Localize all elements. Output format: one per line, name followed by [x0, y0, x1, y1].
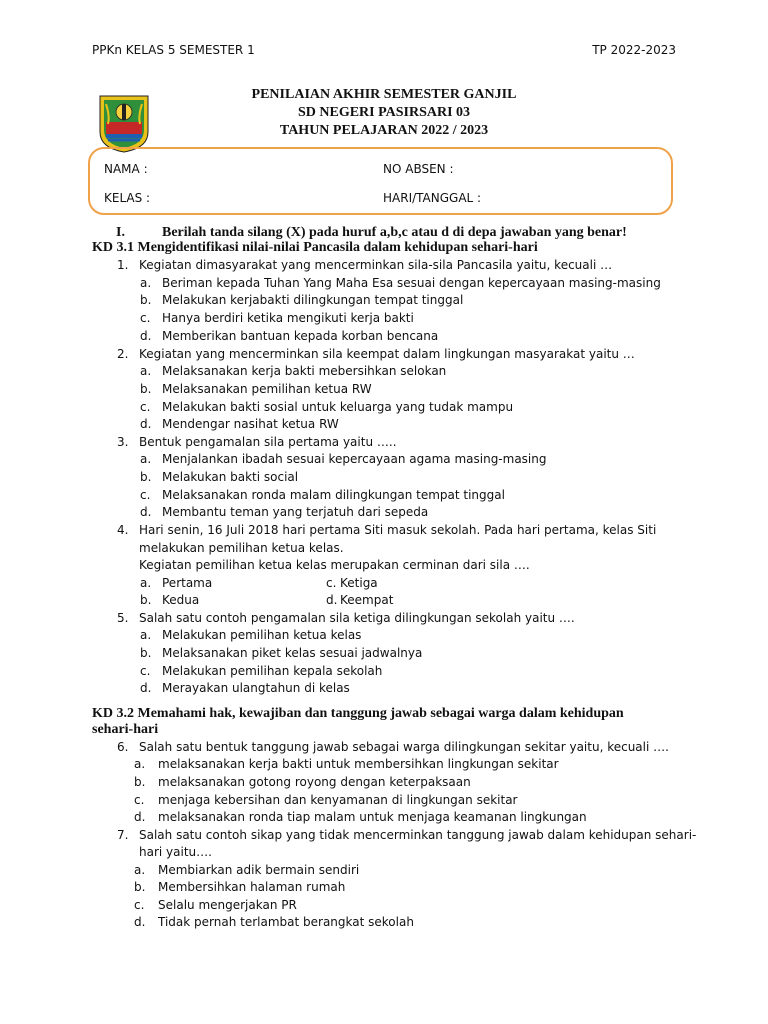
option-letter: d. — [140, 329, 152, 343]
school-emblem-logo — [96, 92, 152, 154]
question-text: Kegiatan yang mencerminkan sila keempat dalam lingkungan masyarakat yaitu … — [139, 347, 635, 361]
option-text: Tidak pernah terlambat berangkat sekolah — [158, 915, 414, 929]
option-letter: b. — [140, 382, 152, 396]
option-text: Mendengar nasihat ketua RW — [162, 417, 339, 431]
option-text: Pertama — [162, 576, 213, 590]
question-text: Bentuk pengamalan sila pertama yaitu ….. — [139, 435, 397, 449]
option-text: Melaksanakan kerja bakti mebersihkan selokan — [162, 364, 447, 378]
option-letter: a. — [134, 757, 146, 771]
option-letter: d. — [326, 593, 338, 607]
kd-3-1-heading: KD 3.1 Mengidentifikasi nilai-nilai Pancasila dalam kehidupan sehari-hari — [92, 240, 538, 255]
option-letter: c. — [140, 488, 151, 502]
option-letter: a. — [140, 276, 152, 290]
option-text: Keempat — [340, 593, 394, 607]
kd-3-2-heading: KD 3.2 Memahami hak, kewajiban dan tanggung jawab sebagai warga dalam kehidupan — [92, 706, 624, 721]
academic-year: TAHUN PELAJARAN 2022 / 2023 — [279, 123, 489, 138]
header-year: TP 2022-2023 — [592, 43, 676, 57]
kd-3-2-heading-cont: sehari-hari — [92, 722, 159, 737]
option-text: Melaksanakan piket kelas sesuai jadwalnya — [162, 646, 423, 660]
option-letter: b. — [140, 470, 152, 484]
option-text: melaksanakan gotong royong dengan keterpaksaan — [158, 775, 471, 789]
student-identity-box — [88, 147, 673, 215]
option-text: Melakukan kerjabakti dilingkungan tempat tinggal — [162, 293, 464, 307]
exam-title: PENILAIAN AKHIR SEMESTER GANJIL — [251, 87, 517, 102]
option-letter: b. — [134, 775, 146, 789]
option-text: Membiarkan adik bermain sendiri — [158, 863, 360, 877]
option-letter: d. — [134, 915, 146, 929]
option-text: Melakukan pemilihan kepala sekolah — [162, 664, 383, 678]
option-text: Membersihkan halaman rumah — [158, 880, 346, 894]
question-text: Salah satu bentuk tanggung jawab sebagai warga dilingkungan sekitar yaitu, kecuali …. — [139, 740, 669, 754]
option-text: Beriman kepada Tuhan Yang Maha Esa sesuai dengan kepercayaan masing-masing — [162, 276, 661, 290]
option-letter: d. — [140, 505, 152, 519]
option-letter: a. — [140, 364, 152, 378]
option-letter: a. — [140, 628, 152, 642]
question-text: Kegiatan pemilihan ketua kelas merupakan cerminan dari sila …. — [139, 558, 530, 572]
option-letter: b. — [140, 646, 152, 660]
question-number: 2. — [117, 347, 129, 361]
option-letter: d. — [140, 417, 152, 431]
school-name: SD NEGERI PASIRSARI 03 — [297, 105, 471, 120]
option-letter: c. — [326, 576, 337, 590]
option-text: Melakukan bakti social — [162, 470, 299, 484]
option-letter: d. — [140, 681, 152, 695]
option-text: Ketiga — [340, 576, 378, 590]
option-text: Hanya berdiri ketika mengikuti kerja bakti — [162, 311, 414, 325]
section-instruction: Berilah tanda silang (X) pada huruf a,b,c atau d di depa jawaban yang benar! — [162, 225, 627, 240]
question-text: Salah satu contoh pengamalan sila ketiga dilingkungan sekolah yaitu …. — [139, 611, 575, 625]
option-text: menjaga kebersihan dan kenyamanan di lingkungan sekitar — [158, 793, 518, 807]
option-letter: a. — [140, 452, 152, 466]
option-letter: b. — [134, 880, 146, 894]
question-number: 5. — [117, 611, 129, 625]
question-text: Hari senin, 16 Juli 2018 hari pertama Siti masuk sekolah. Pada hari pertama, kelas Siti — [139, 523, 657, 537]
option-text: Melakukan pemilihan ketua kelas — [162, 628, 362, 642]
option-letter: c. — [134, 793, 145, 807]
option-letter: c. — [134, 898, 145, 912]
option-text: Merayakan ulangtahun di kelas — [162, 681, 350, 695]
question-text: Kegiatan dimasyarakat yang mencerminkan sila-sila Pancasila yaitu, kecuali … — [139, 258, 613, 272]
class-label: KELAS : — [104, 191, 151, 205]
option-text: Membantu teman yang terjatuh dari sepeda — [162, 505, 429, 519]
question-number: 7. — [117, 828, 129, 842]
header-subject: PPKn KELAS 5 SEMESTER 1 — [92, 43, 255, 57]
question-number: 3. — [117, 435, 129, 449]
option-text: melaksanakan kerja bakti untuk membersihkan lingkungan sekitar — [158, 757, 559, 771]
option-letter: d. — [134, 810, 146, 824]
absent-number-label: NO ABSEN : — [383, 162, 454, 176]
option-letter: b. — [140, 593, 152, 607]
option-text: Melaksanakan ronda malam dilingkungan tempat tinggal — [162, 488, 505, 502]
question-number: 4. — [117, 523, 129, 537]
option-text: melaksanakan ronda tiap malam untuk menjaga keamanan lingkungan — [158, 810, 587, 824]
option-letter: c. — [140, 400, 151, 414]
option-text: Melaksanakan pemilihan ketua RW — [162, 382, 372, 396]
option-letter: a. — [134, 863, 146, 877]
option-letter: a. — [140, 576, 152, 590]
option-letter: b. — [140, 293, 152, 307]
question-text: hari yaitu…. — [139, 845, 212, 859]
option-text: Selalu mengerjakan PR — [158, 898, 297, 912]
question-text: Salah satu contoh sikap yang tidak mencerminkan tanggung jawab dalam kehidupan sehari- — [139, 828, 697, 842]
option-text: Melakukan bakti sosial untuk keluarga yang tudak mampu — [162, 400, 514, 414]
question-text: melakukan pemilihan ketua kelas. — [139, 541, 344, 555]
option-text: Memberikan bantuan kepada korban bencana — [162, 329, 439, 343]
question-number: 1. — [117, 258, 129, 272]
option-text: Kedua — [162, 593, 200, 607]
option-letter: c. — [140, 311, 151, 325]
option-letter: c. — [140, 664, 151, 678]
question-number: 6. — [117, 740, 129, 754]
section-number: I. — [116, 225, 125, 240]
option-text: Menjalankan ibadah sesuai kepercayaan agama masing-masing — [162, 452, 547, 466]
name-label: NAMA : — [104, 162, 148, 176]
day-date-label: HARI/TANGGAL : — [383, 191, 482, 205]
